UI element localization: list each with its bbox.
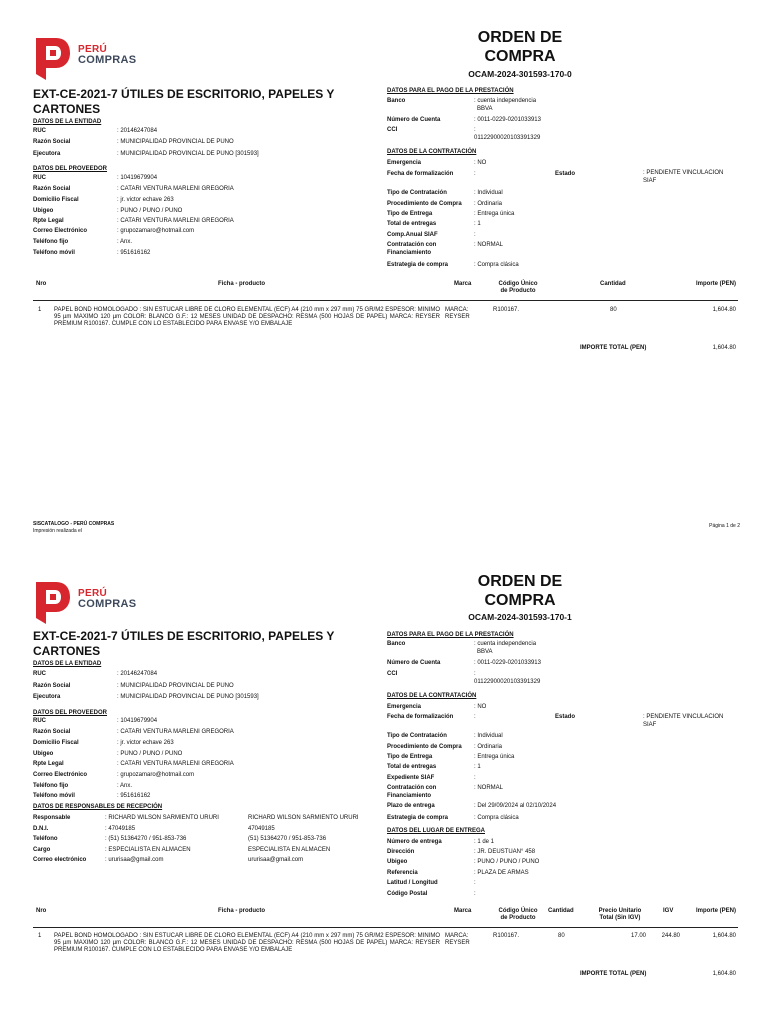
cell-cantidad: 80 <box>558 933 565 939</box>
provider-section-header: DATOS DEL PROVEEDOR <box>33 710 108 716</box>
entity-section-header: DATOS DE LA ENTIDAD <box>33 661 102 667</box>
document-page-1: PERÚ COMPRAS ORDEN DE COMPRA OCAM-2024-301593-170-0 EXT-CE-2021-7 ÚTILES DE ESCRITORIO, PAPELES Y CARTONES DATOS DE LA ENTIDAD RUC : 20146247084 Razón Social : MUNICIPALIDAD PROVINCIAL DE PUNO Ejecutora : MUNICIPALIDAD PROVINCIAL DE PUNO [301593] DATOS DEL PROVEEDOR RUC : 10419679904 Razón Social : CATARI VENTURA MARLENI GREGORIA Domicilio Fiscal : jr. victor echave 263 Ubigeo : PUNO / PUNO / PUNO Rpte Legal : CATARI VENTURA MARLENI GREGORIA Correo Electrónico : grupozamaro@hotmail.com Teléfono fijo : Anx. Teléfono móvil : 951616162 DATOS PARA EL PAGO DE LA PRESTACIÓN Banco : cuenta independencia BBVA Número de Cuenta : 0011-0229-0201033913 CCI : 01122900020103391329 DATOS DE LA CONTRATACIÓN Emergencia : NO Fecha de formalización : Estado : PENDIENTE VINCULACION SIAF Tipo de Contratación : Individual Procedimiento de Compra : Ordinaria Tipo de Entrega : Entrega única Total de entregas : 1 Comp.Anual SIAF : Contratación con Financiamiento : NORMAL Estrategia de compra : Compra clásica Nro Ficha - producto Marca Código Único de Producto Cantidad Importe (PEN) 1 PAPEL BOND HOMOLOGADO : SIN ESTUCAR LIBRE DE CLORO ELEMENTAL (ECF) A4 (210 mm x 297 mm) 75 GR/M2 ESPESOR: MINIMO 95 µm MAXIMO 120 µm COLOR: BLANCO G.F.: 12 MESES UNIDAD DE DESPACHO: RESMA (500 HOJAS DE PAPEL) MARCA: REYSER PREMIUM R100167. CUMPLE CON LO ESTABLECIDO PARA ENVASE Y/O EMBALAJE MARCA: REYSER R100167. 80 1,604.80 IMPORTE TOTAL (PEN) 1,604.80 SISCATALOGO - PERÚ COMPRAS Impresión realizada el Página 1 de 2 <box>33 29 740 534</box>
col-header-codigo: Código Único de Producto <box>498 281 538 294</box>
cell-codigo: R100167. <box>493 307 520 313</box>
col-header-precio: Precio Unitario Total (Sin IGV) <box>598 908 642 921</box>
cell-cantidad: 80 <box>610 307 617 313</box>
cell-nro: 1 <box>38 307 42 313</box>
order-number: OCAM-2024-301593-170-1 <box>468 612 572 622</box>
col-header-nro: Nro <box>36 908 47 914</box>
delivery-section-header: DATOS DEL LUGAR DE ENTREGA <box>387 828 486 834</box>
cell-importe: 1,604.80 <box>712 933 736 939</box>
order-title-line2: COMPRA <box>484 592 556 609</box>
contract-section-header: DATOS DE LA CONTRATACIÓN <box>387 693 477 699</box>
order-number: OCAM-2024-301593-170-0 <box>468 69 572 79</box>
footer-system: SISCATALOGO - PERÚ COMPRAS <box>33 521 115 527</box>
cell-nro: 1 <box>38 933 42 939</box>
total-value: 1,604.80 <box>712 345 736 351</box>
footer-print-note: Impresión realizada el <box>33 528 82 534</box>
peru-compras-logo-icon <box>32 34 74 84</box>
peru-compras-logo <box>32 578 136 628</box>
cell-description: PAPEL BOND HOMOLOGADO : SIN ESTUCAR LIBRE DE CLORO ELEMENTAL (ECF) A4 (210 mm x 297 mm) 75 GR/M2 ESPESOR: MINIMO 95 µm MAXIMO 120 µm COLOR: BLANCO G.F.: 12 MESES UNIDAD DE DESPACHO: RESMA (500 HOJAS DE PAPEL) MARCA: REYSER PREMIUM R100167. CUMPLE CON LO ESTABLECIDO PARA ENVASE Y/O EMBALAJE <box>54 933 440 953</box>
col-header-importe: Importe (PEN) <box>695 281 736 287</box>
cell-description: PAPEL BOND HOMOLOGADO : SIN ESTUCAR LIBRE DE CLORO ELEMENTAL (ECF) A4 (210 mm x 297 mm) 75 GR/M2 ESPESOR: MINIMO 95 µm MAXIMO 120 µm COLOR: BLANCO G.F.: 12 MESES UNIDAD DE DESPACHO: RESMA (500 HOJAS DE PAPEL) MARCA: REYSER PREMIUM R100167. CUMPLE CON LO ESTABLECIDO PARA ENVASE Y/O EMBALAJE <box>54 307 440 327</box>
footer-page-number: Página 1 de 2 <box>709 523 740 529</box>
payment-section-header: DATOS PARA EL PAGO DE LA PRESTACIÓN <box>387 632 514 638</box>
cell-importe: 1,604.80 <box>712 307 736 313</box>
logo-text-compras: COMPRAS <box>78 598 137 610</box>
reception-section-header: DATOS DE RESPONSABLES DE RECEPCIÓN <box>33 804 163 810</box>
entity-section-header: DATOS DE LA ENTIDAD <box>33 119 102 125</box>
cell-igv: 244.80 <box>661 933 680 939</box>
order-title-line2: COMPRA <box>484 48 556 65</box>
total-value: 1,604.80 <box>712 971 736 977</box>
cell-codigo: R100167. <box>493 933 520 939</box>
order-title <box>440 28 600 66</box>
col-header-codigo: Código Único de Producto <box>498 908 538 921</box>
payment-section-header: DATOS PARA EL PAGO DE LA PRESTACIÓN <box>387 88 514 94</box>
logo-text-compras: COMPRAS <box>78 54 137 66</box>
cell-precio: 17.00 <box>630 933 646 939</box>
logo-text-peru: PERÚ <box>78 44 107 55</box>
col-header-importe: Importe (PEN) <box>695 908 736 914</box>
cell-marca: MARCA: REYSER <box>445 933 470 946</box>
document-page-2: PERÚ COMPRAS ORDEN DE COMPRA OCAM-2024-301593-170-1 EXT-CE-2021-7 ÚTILES DE ESCRITORIO, PAPELES Y CARTONES DATOS DE LA ENTIDAD RUC : 20146247084 Razón Social : MUNICIPALIDAD PROVINCIAL DE PUNO Ejecutora : MUNICIPALIDAD PROVINCIAL DE PUNO [301593] DATOS DEL PROVEEDOR RUC : 10419679904 Razón Social : CATARI VENTURA MARLENI GREGORIA Domicilio Fiscal : jr. victor echave 263 Ubigeo : PUNO / PUNO / PUNO Rpte Legal : CATARI VENTURA MARLENI GREGORIA Correo Electrónico : grupozamaro@hotmail.com Teléfono fijo : Anx. Teléfono móvil : 951616162 DATOS DE RESPONSABLES DE RECEPCIÓN Responsable : RICHARD WILSON SARMIENTO URURI RICHARD WILSON SARMIENTO URURI D.N.I. : 47049185 47049185 Teléfono : (51) 51364270 / 951-853-736 (51) 51364270 / 951-853-736 Cargo : ESPECIALISTA EN ALMACEN ESPECIALISTA EN ALMACEN Correo electrónico : ururisaa@gmail.com ururisaa@gmail.com DATOS PARA EL PAGO DE LA PRESTACIÓN Banco : cuenta independencia BBVA Número de Cuenta : 0011-0229-0201033913 CCI : 01122900020103391329 DATOS DE LA CONTRATACIÓN Emergencia : NO Fecha de formalización : Estado : PENDIENTE VINCULACION SIAF Tipo de Contratación : Individual Procedimiento de Compra : Ordinaria Tipo de Entrega : Entrega única Total de entregas : 1 Expediente SIAF : Contratación con Financiamiento : NORMAL Plazo de entrega : Del 29/09/2024 al 02/10/2024 Estrategia de compra : Compra clásica DATOS DEL LUGAR DE ENTREGA Número de entrega : 1 de 1 Dirección : JR. DEUSTUAN° 458 Ubigeo : PUNO / PUNO / PUNO Referencia : PLAZA DE ARMAS Latitud / Longitud : Código Postal : Nro Ficha - producto Marca Código Único de Producto Cantidad Precio Unitario Total (Sin IGV) IGV Importe (PEN) 1 PAPEL BOND HOMOLOGADO : SIN ESTUCAR LIBRE DE CLORO ELEMENTAL (ECF) A4 (210 mm x 297 mm) 75 GR/M2 ESPESOR: MINIMO 95 µm MAXIMO 120 µm COLOR: BLANCO G.F.: 12 MESES UNIDAD DE DESPACHO: RESMA (500 HOJAS DE PAPEL) MARCA: REYSER PREMIUM R100167. CUMPLE CON LO ESTABLECIDO PARA ENVASE Y/O EMBALAJE MARCA: REYSER R100167. 80 17.00 244.80 1,604.80 IMPORTE TOTAL (PEN) 1,604.80 <box>33 573 736 977</box>
total-label: IMPORTE TOTAL (PEN) <box>580 345 647 351</box>
contract-section-header: DATOS DE LA CONTRATACIÓN <box>387 149 477 155</box>
order-title-line1: ORDEN DE <box>477 29 563 46</box>
order-title-line1: ORDEN DE <box>477 573 563 590</box>
col-header-marca: Marca <box>454 908 472 914</box>
col-header-marca: Marca <box>454 281 472 287</box>
peru-compras-logo-icon <box>32 578 74 628</box>
catalog-title: EXT-CE-2021-7 ÚTILES DE ESCRITORIO, PAPELES Y CARTONES <box>33 87 335 116</box>
provider-section-header: DATOS DEL PROVEEDOR <box>33 166 108 172</box>
col-header-cantidad: Cantidad <box>600 281 626 287</box>
total-label: IMPORTE TOTAL (PEN) <box>580 971 647 977</box>
peru-compras-logo <box>32 34 136 84</box>
cell-marca: MARCA: REYSER <box>445 307 470 320</box>
col-header-ficha: Ficha - producto <box>218 281 265 287</box>
col-header-nro: Nro <box>36 281 47 287</box>
order-title <box>440 572 600 610</box>
logo-text-peru: PERÚ <box>78 588 107 599</box>
col-header-igv: IGV <box>663 908 674 914</box>
table-divider <box>33 927 738 928</box>
col-header-ficha: Ficha - producto <box>218 908 265 914</box>
col-header-cantidad: Cantidad <box>548 908 574 914</box>
table-divider <box>33 300 738 301</box>
catalog-title: EXT-CE-2021-7 ÚTILES DE ESCRITORIO, PAPELES Y CARTONES <box>33 629 335 658</box>
